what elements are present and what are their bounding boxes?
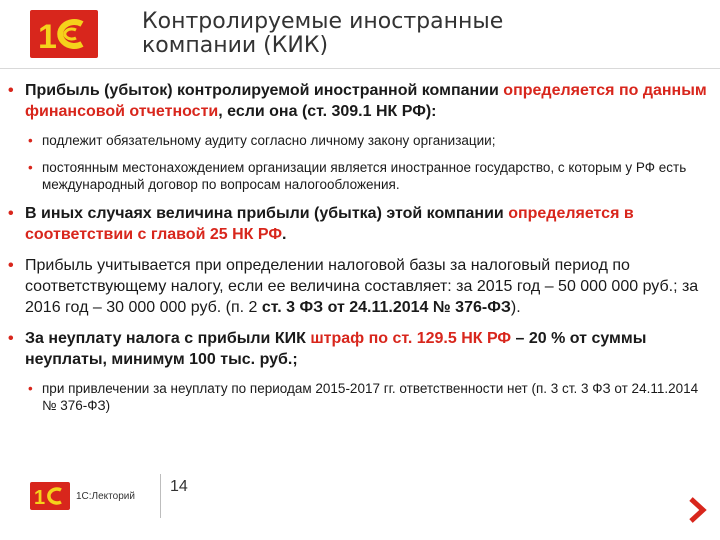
footer-logo-1c [30,482,70,510]
footer-brand: 1С:Лекторий [76,491,135,502]
header-divider [0,68,720,69]
bullet-text: – 20 % от суммы неуплаты, минимум 100 тыс. руб.; [25,330,647,368]
bullet-text: Прибыль (убыток) контролируемой иностранной компании [25,82,499,99]
logo-1c [30,10,125,58]
page-title-line1: Контролируемые иностранные [142,9,504,34]
bullet-bold: ст. 3 ФЗ от 24.11.2014 № 376-ФЗ [261,299,511,316]
sub-bullet-audit: • подлежит обязательному аудиту согласно личному закону организации; [28,132,708,149]
bullet-highlight: определяется по данным финансовой отчетности [25,82,707,120]
page-title-line2: компании (КИК) [142,33,329,58]
sub-bullet-location: • постоянным местонахождением организации является иностранное государство, с которым у РФ есть международный договор по вопросам налогообложения. [28,159,708,193]
bullet-profit-definition [8,80,708,122]
svg-text:1: 1 [34,487,46,509]
sub-bullet-no-liability: • при привлечении за неуплату по периодам 2015-2017 гг. ответственности нет (п. 3 ст. 3 ФЗ от 24.11.2014 № 376-ФЗ) [28,380,708,414]
bullet-highlight: определяется в соответствии с главой 25 НК РФ [25,205,634,243]
slide-content [8,80,708,424]
page-title [142,10,702,58]
footer-logo-icon [30,482,70,510]
bullet-penalty [8,328,708,370]
bullet-highlight: штраф по ст. 129.5 НК РФ [310,330,512,347]
bullet-other-cases [8,203,708,245]
chevron-right-icon [686,496,710,524]
bullet-tax-base [8,255,708,318]
bullet-text: В иных случаях величина прибыли (убытка) этой компании [25,205,504,222]
bullet-text: ). [510,299,521,316]
bullet-text: Прибыль учитывается при определении налоговой базы за налоговый период по соответствующему налогу, если ее величина составляет: за 2015 год – 50 000 000 руб.; за 2016 год – 30 000 000 руб. (п. 2 [25,257,699,316]
logo-1c-icon [30,10,98,58]
next-slide-button[interactable] [686,496,710,524]
footer-divider [160,474,161,518]
bullet-text: За неуплату налога с прибыли КИК [25,330,311,347]
bullet-text: . [281,226,287,243]
page-number: 14 [170,478,188,495]
registered-mark: ® [118,24,125,34]
bullet-text: , если она (ст. 309.1 НК РФ): [218,103,437,120]
svg-text:1: 1 [38,18,57,56]
